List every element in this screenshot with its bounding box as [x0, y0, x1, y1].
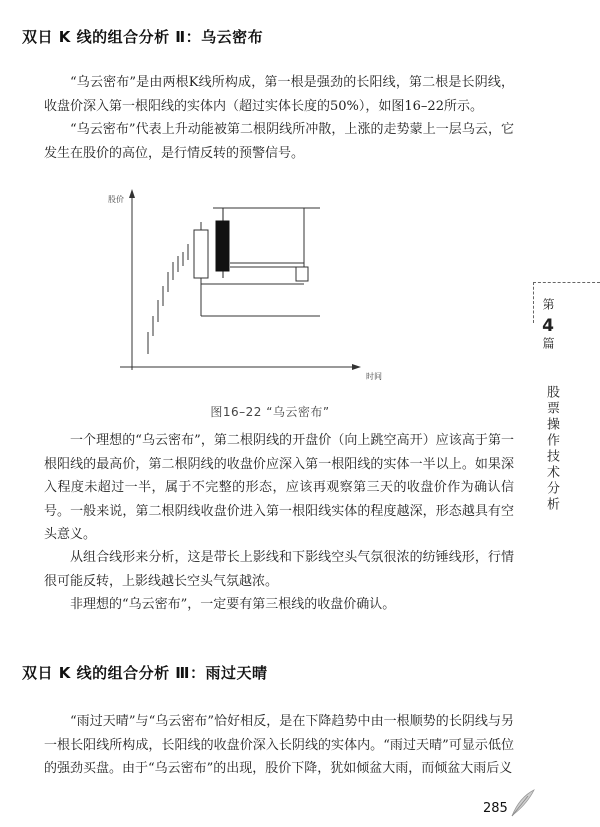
chapter-tab-title: 股票操作技术分析 [544, 385, 559, 513]
chapter-tab-suffix: 篇 [541, 337, 555, 349]
feather-quill-icon [508, 788, 536, 818]
chapter-tab-number: 4 [538, 316, 558, 336]
reference-box [296, 267, 308, 281]
body-paragraph: “乌云密布”是由两根K线所构成，第一根是强劲的长阳线，第二根是长阴线，收盘价深入第一根阳线的实体内（超过实体长度的50%），如图16–22所示。 [44, 75, 514, 114]
body-paragraph: “乌云密布”代表上升动能被第二根阴线所冲散，上涨的走势蒙上一层乌云，它发生在股价的高位，是行情反转的预警信号。 [44, 122, 514, 161]
bullish-candle-body [194, 230, 208, 278]
bearish-candle-body [216, 221, 229, 271]
figure-caption: 图16–22 “乌云密布” [210, 405, 330, 419]
y-axis-label: 股价 [108, 195, 124, 204]
page-number: 285 [483, 801, 508, 816]
y-axis-arrow [129, 189, 135, 198]
rising-trend-sticks [148, 244, 188, 354]
chapter-tab-prefix: 第 [541, 298, 555, 310]
x-axis-arrow [352, 364, 361, 370]
section-heading-sunny-after-rain: 双日 K 线的组合分析 Ⅲ：雨过天晴 [22, 664, 268, 682]
x-axis-label: 时间 [366, 372, 382, 381]
body-paragraph: “雨过天晴”与“乌云密布”恰好相反，是在下降趋势中由一根顺势的长阴线与另一根长阳线所构成，长阳线的收盘价深入长阴线的实体内。“雨过天晴”可显示低位的强劲买盘。由于“乌云密布”的出现，股价下降，犹如倾盆大雨，而倾盆大雨后义 [44, 714, 514, 776]
dark-cloud-cover-figure [108, 186, 382, 386]
body-paragraph: 从组合线形来分析，这是带长上影线和下影线空头气氛很浓的纺锤线形，行情很可能反转，上影线越长空头气氛越浓。 [44, 550, 514, 589]
body-paragraph: 非理想的“乌云密布”，一定要有第三根线的收盘价确认。 [70, 597, 396, 612]
section-heading-dark-cloud: 双日 K 线的组合分析 Ⅱ：乌云密布 [22, 28, 264, 46]
body-paragraph: 一个理想的“乌云密布”，第二根阴线的开盘价（向上跳空高开）应该高于第一根阳线的最高价，第二根阴线的收盘价应深入第一根阳线的实体一半以上。如果深入程度未超过一半，属于不完整的形态，应该再观察第三天的收盘价作为确认信号。一般来说，第二根阴线收盘价进入第一根阳线实体的程度越深，形态越具有空头意义。 [44, 433, 514, 542]
